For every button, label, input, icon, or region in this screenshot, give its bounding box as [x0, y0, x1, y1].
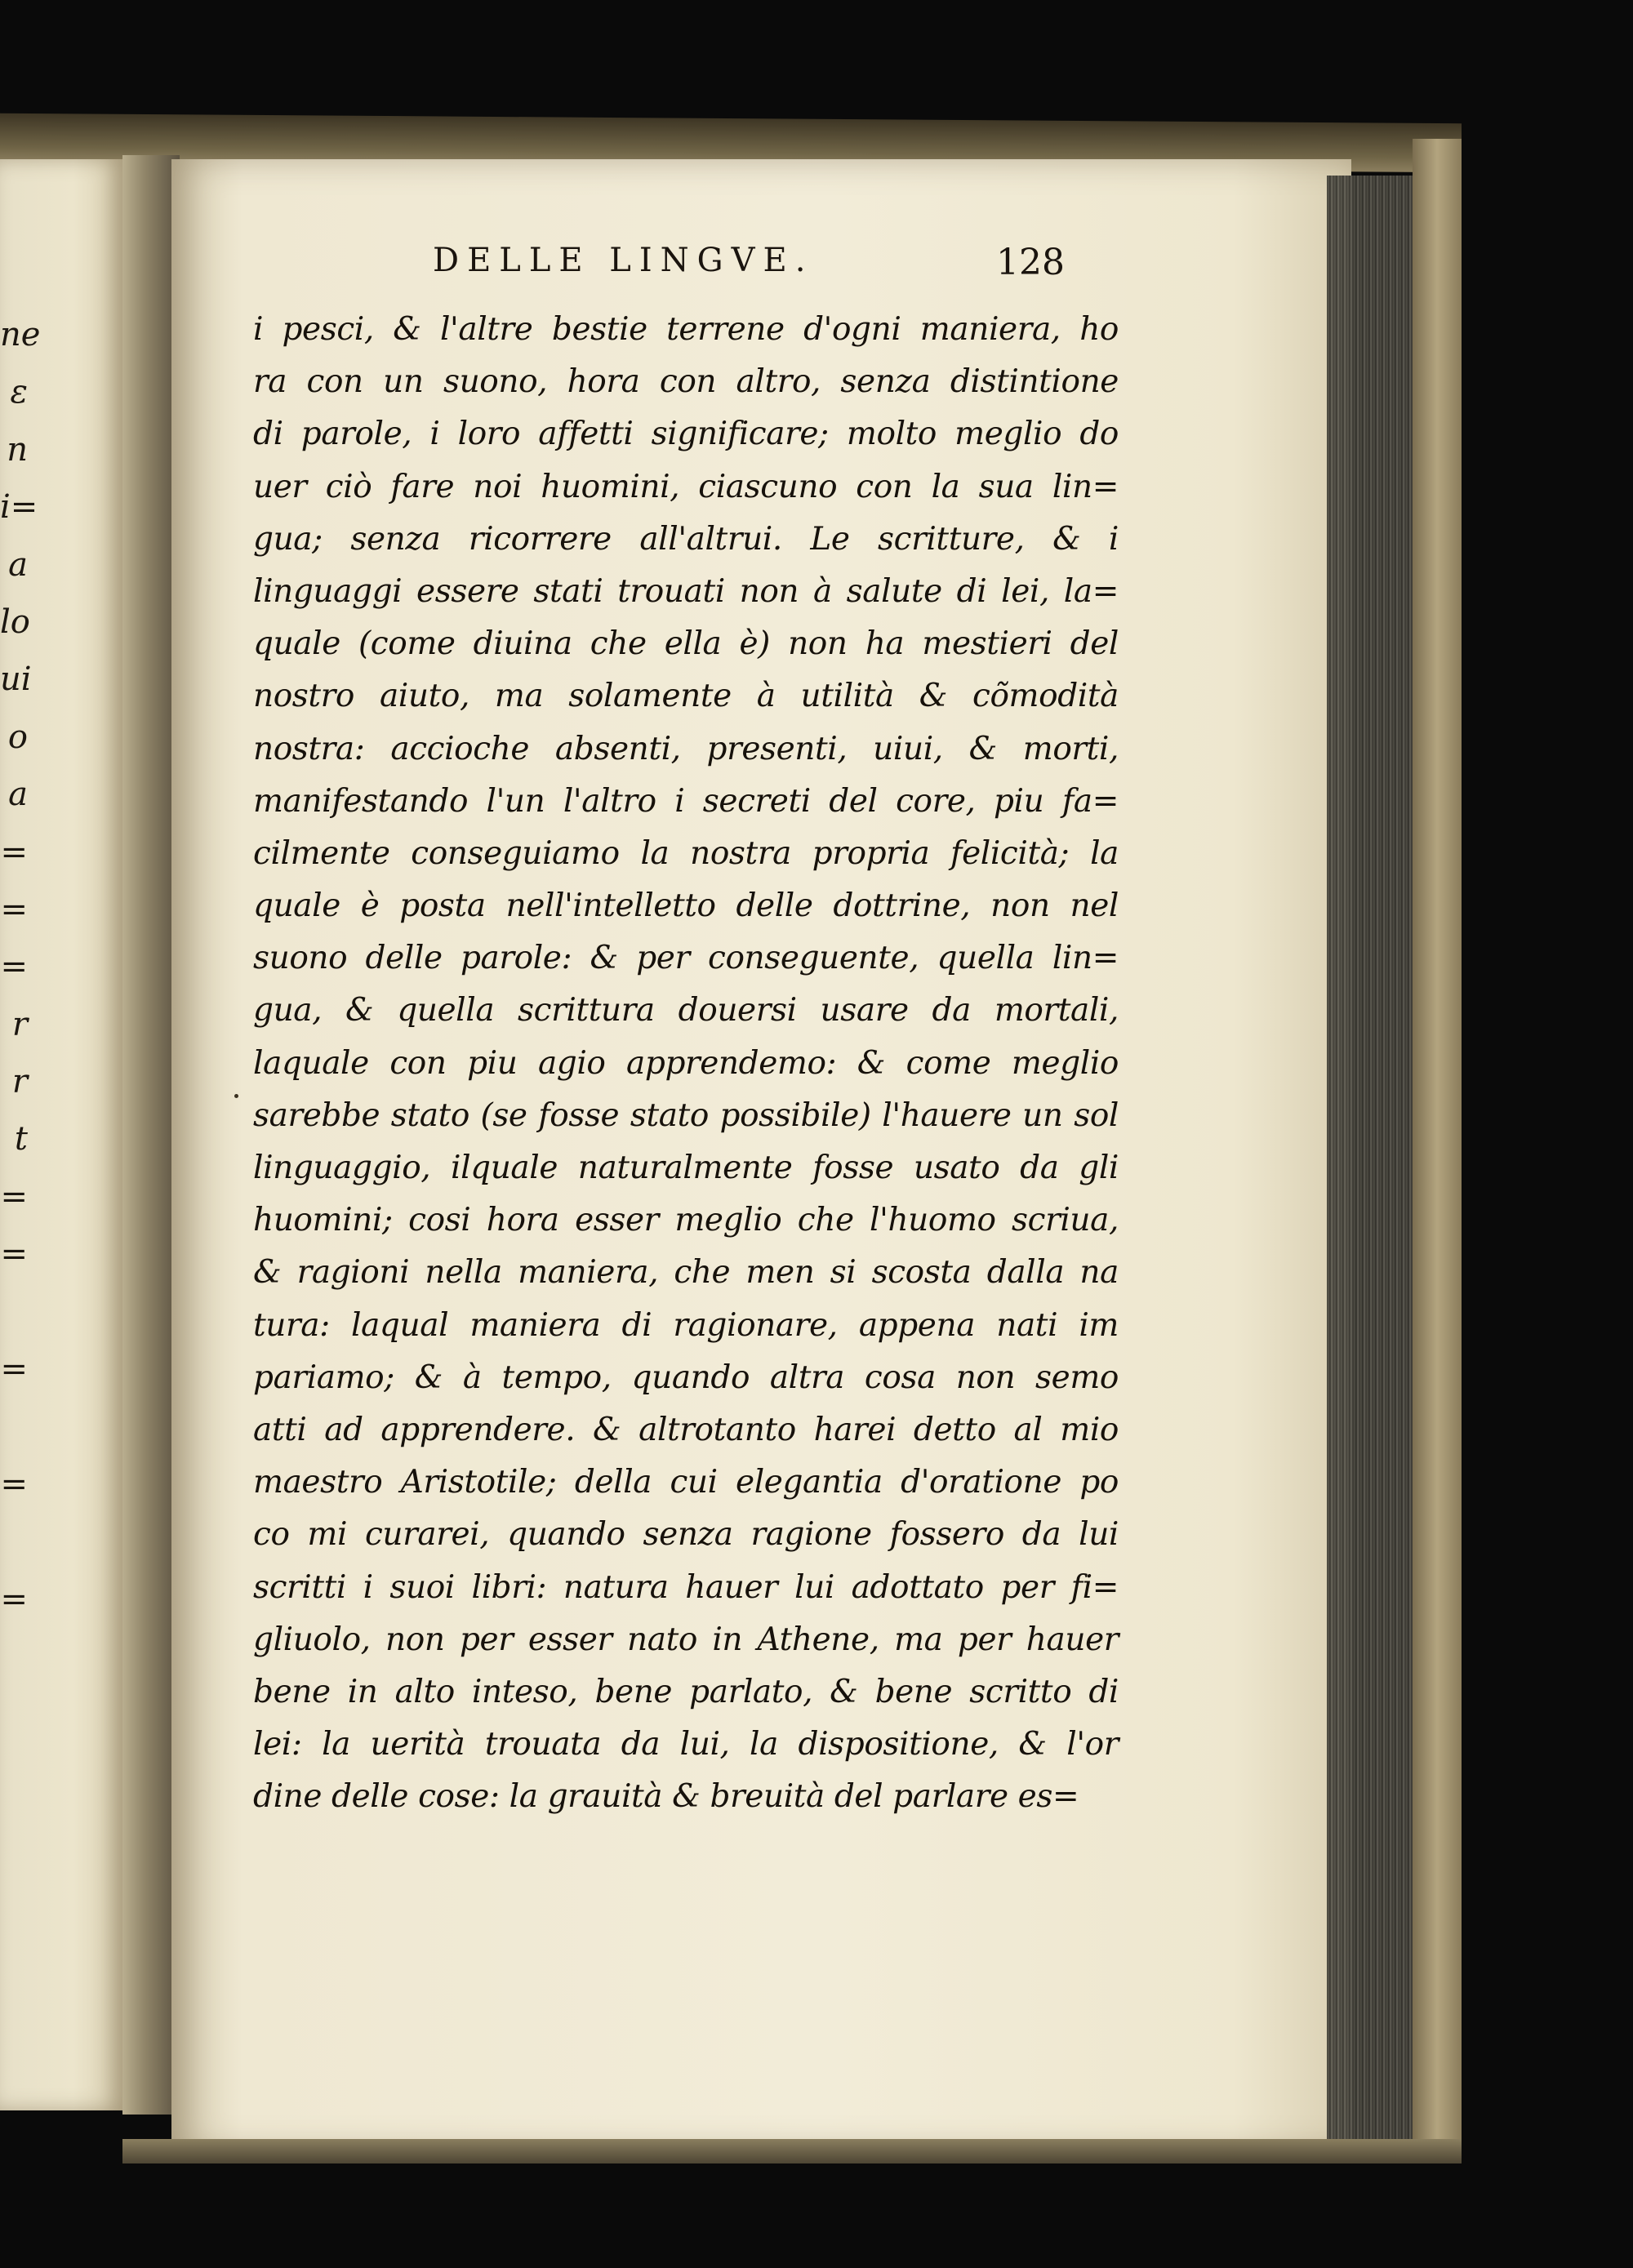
- text-line: co mi curarei, quando senza ragione fossero da lui: [253, 1516, 1119, 1554]
- text-line: & ragioni nella maniera, che men si scosta dalla na: [253, 1254, 1119, 1292]
- page-number: 128: [996, 242, 1065, 283]
- left-text-fragment: a: [8, 776, 28, 814]
- left-text-fragment: =: [0, 890, 28, 928]
- left-text-fragment: =: [0, 1235, 28, 1274]
- left-text-fragment: =: [0, 948, 28, 986]
- left-text-fragment: =: [0, 1465, 28, 1503]
- margin-mark: [234, 1094, 238, 1098]
- text-line: pariamo; & à tempo, quando altra cosa non semo: [253, 1359, 1119, 1396]
- left-text-fragment: o: [7, 718, 28, 756]
- text-line: quale è posta nell'intelletto delle dottrine, non nel: [253, 887, 1119, 925]
- text-line: suono delle parole: & per conseguente, quella lin=: [253, 940, 1119, 977]
- left-text-fragment: t: [14, 1120, 28, 1158]
- left-text-fragment: [0, 1283, 33, 1341]
- left-text-fragment: [0, 1743, 33, 1800]
- left-text-fragment: i=: [0, 488, 38, 527]
- text-line: gliuolo, non per esser nato in Athene, ma per hauer: [253, 1621, 1119, 1658]
- text-line: nostra: accioche absenti, presenti, uiui, & morti,: [253, 730, 1119, 767]
- left-text-fragment: =: [0, 1580, 28, 1618]
- left-text-fragment: r: [11, 1005, 28, 1043]
- running-head: DELLE LINGVE.: [433, 242, 814, 279]
- left-text-fragment: =: [0, 1350, 28, 1389]
- left-text-fragment: lo: [0, 603, 30, 641]
- left-text-fragment: [0, 1513, 33, 1570]
- left-text-fragment: r: [11, 1063, 28, 1101]
- text-line: dine delle cose: la grauità & breuità del parlare es=: [253, 1778, 1079, 1816]
- text-line: maestro Aristotile; della cui elegantia d'oratione po: [253, 1464, 1119, 1501]
- text-line: laquale con piu agio apprendemo: & come meglio: [253, 1044, 1119, 1082]
- text-line: linguaggi essere stati trouati non à salute di lei, la=: [253, 572, 1119, 610]
- page-fore-edge: [1327, 176, 1417, 2151]
- text-line: lei: la uerità trouata da lui, la dispositione, & l'or: [253, 1726, 1119, 1763]
- left-text-fragment: ne: [0, 316, 41, 354]
- left-text-fragment: [0, 1685, 33, 1742]
- left-text-fragment: n: [7, 430, 28, 469]
- left-text-fragment: [0, 1398, 33, 1455]
- text-line: cilmente conseguiamo la nostra propria felicità; la: [253, 834, 1119, 872]
- left-text-fragment: ɛ: [10, 373, 28, 411]
- text-line: i pesci, & l'altre bestie terrene d'ogni maniera, ho: [253, 311, 1119, 348]
- text-line: manifestando l'un l'altro i secreti del core, piu fa=: [253, 782, 1119, 820]
- text-line: ra con un suono, hora con altro, senza distintione: [253, 363, 1119, 401]
- text-line: atti ad apprendere. & altrotanto harei detto al mio: [253, 1411, 1119, 1448]
- book-cover-bottom: [122, 2139, 1462, 2163]
- text-line: uer ciò fare noi huomini, ciascuno con la sua lin=: [253, 468, 1119, 505]
- text-line: scritti i suoi libri: natura hauer lui adottato per fi=: [253, 1568, 1119, 1606]
- text-line: huomini; cosi hora esser meglio che l'huomo scriua,: [253, 1202, 1119, 1239]
- text-line: gua, & quella scrittura douersi usare da mortali,: [253, 992, 1119, 1029]
- text-line: linguaggio, ilquale naturalmente fosse usato da gli: [253, 1150, 1119, 1186]
- book-cover-right: [1413, 139, 1462, 2163]
- left-page-text-fragments: [0, 306, 41, 1800]
- text-line: tura: laqual maniera di ragionare, appena nati im: [253, 1306, 1119, 1344]
- left-text-fragment: =: [0, 833, 28, 871]
- body-text: [253, 304, 1119, 1823]
- text-line: di parole, i loro affetti significare; molto meglio do: [253, 416, 1119, 453]
- text-line: quale (come diuina che ella è) non ha mestieri del: [253, 625, 1119, 663]
- text-line: nostro aiuto, ma solamente à utilità & cõmodità: [253, 678, 1119, 715]
- left-text-fragment: =: [0, 1177, 28, 1216]
- left-text-fragment: [0, 1628, 33, 1685]
- text-line: sarebbe stato (se fosse stato possibile) l'hauere un sol: [253, 1096, 1119, 1134]
- left-text-fragment: ui: [0, 660, 32, 699]
- text-line: gua; senza ricorrere all'altrui. Le scritture, & i: [253, 520, 1119, 558]
- text-line: bene in alto inteso, bene parlato, & bene scritto di: [253, 1673, 1119, 1710]
- left-text-fragment: a: [8, 545, 28, 584]
